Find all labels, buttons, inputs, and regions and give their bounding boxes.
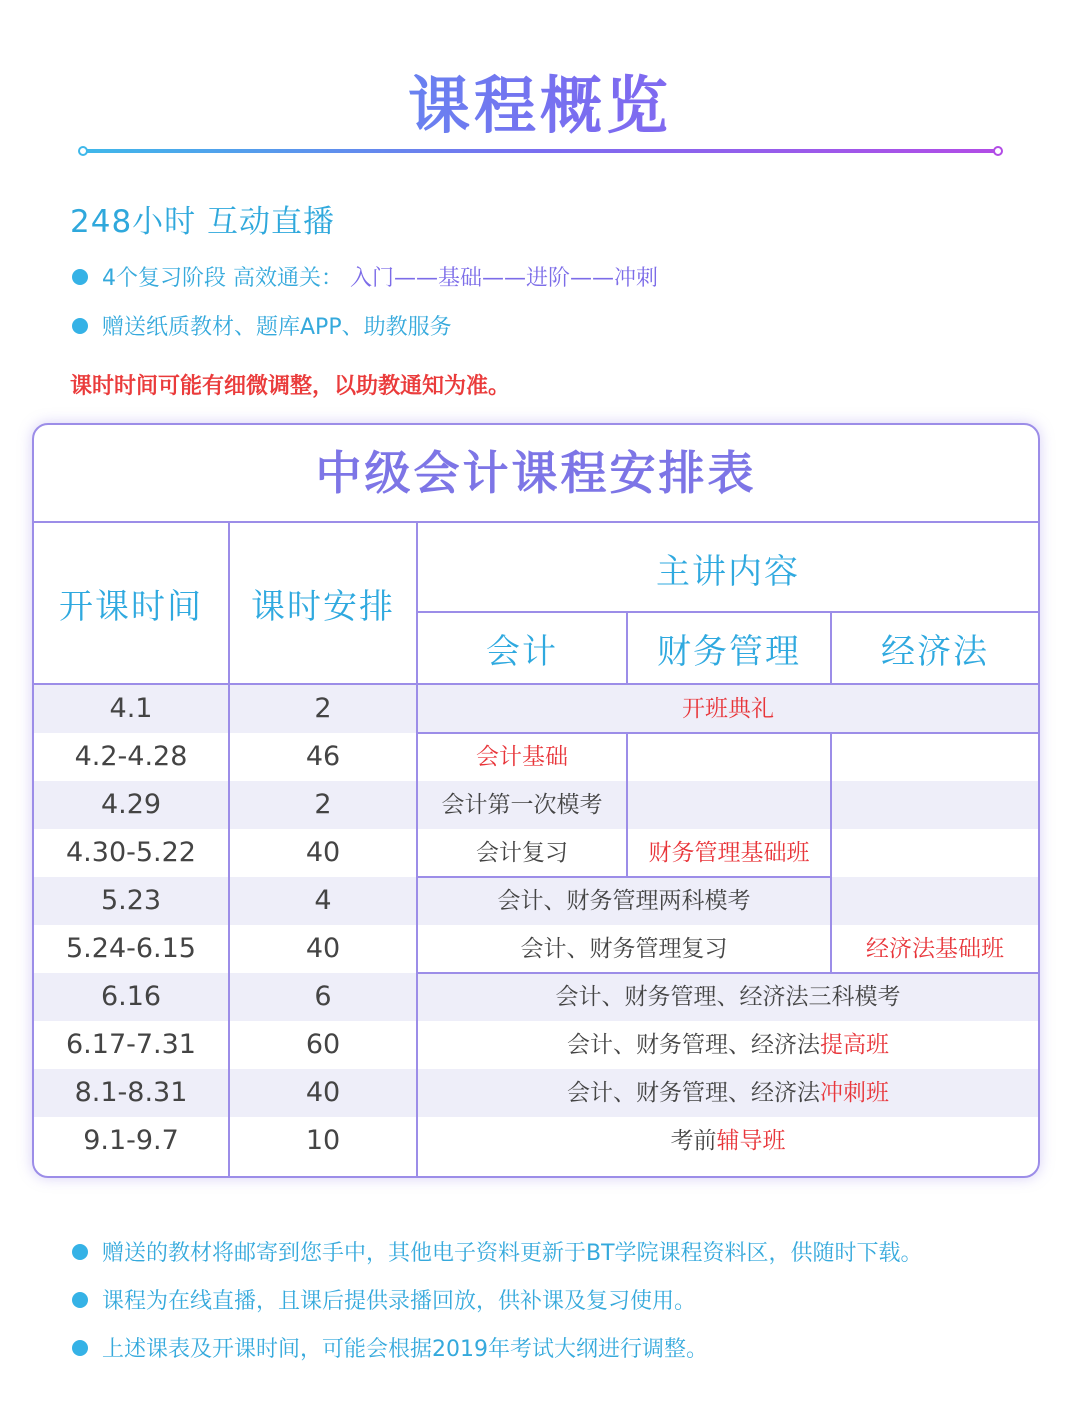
grid-line: [418, 732, 1038, 734]
grid-line: [418, 611, 1038, 613]
row-hours: 40: [305, 933, 341, 964]
bullet-dot-icon: [72, 269, 88, 285]
row-content: 开班典礼: [682, 696, 774, 722]
row-content-highlight: 辅导班: [716, 1128, 786, 1154]
row-content: 会计、财务管理复习: [520, 936, 728, 962]
row-content-prefix: 会计、财务管理、经济法: [567, 1032, 820, 1058]
bullet-dot-icon: [72, 318, 88, 334]
row-content-prefix: 考前: [670, 1128, 717, 1154]
bullet-dot-icon: [72, 1292, 88, 1308]
page-title: 课程概览: [0, 56, 1080, 145]
header-time: 开课时间: [59, 586, 203, 627]
grid-line: [626, 733, 628, 877]
subtitle: 248小时 互动直播: [70, 204, 336, 240]
divider-dot-right: [993, 146, 1003, 156]
header-hours: 课时安排: [251, 586, 395, 627]
header-accounting: 会计: [486, 631, 558, 672]
footer-bullet-live: [72, 1284, 696, 1315]
row-content: [418, 1021, 1038, 1069]
row-date: 4.30-5.22: [66, 837, 196, 868]
grid-line: [830, 613, 832, 683]
row-hours: 4: [314, 885, 332, 916]
stages-prefix: 4个复习阶段 高效通关：: [102, 266, 343, 291]
bullet-dot-icon: [72, 1340, 88, 1356]
footer-bullet-materials: [72, 1236, 923, 1267]
table-row: [34, 925, 1038, 973]
table-row: [34, 877, 1038, 925]
row-finance: 财务管理基础班: [648, 840, 810, 866]
row-hours: 40: [305, 1077, 341, 1108]
row-date: 6.16: [100, 981, 162, 1012]
row-accounting: 会计基础: [476, 744, 568, 770]
row-date: 5.23: [100, 885, 162, 916]
row-hours: 6: [314, 981, 332, 1012]
divider-dot-left: [78, 146, 88, 156]
schedule-title: 中级会计课程安排表: [34, 425, 1038, 523]
table-row: [34, 733, 1038, 781]
table-row: [34, 685, 1038, 733]
row-hours: 40: [305, 837, 341, 868]
intro-bullet-gifts: [72, 310, 452, 341]
table-row: [34, 1069, 1038, 1117]
row-content-highlight: 冲刺班: [820, 1080, 889, 1106]
grid-line: [418, 876, 830, 878]
row-content: [418, 1117, 1038, 1165]
footer-text: 赠送的教材将邮寄到您手中，其他电子资料更新于BT学院课程资料区，供随时下载。: [102, 1241, 923, 1266]
row-date: 4.2-4.28: [74, 741, 188, 772]
row-date: 9.1-9.7: [83, 1125, 179, 1156]
row-hours: 46: [305, 741, 341, 772]
grid-line: [418, 972, 1038, 974]
grid-line: [228, 523, 230, 1176]
grid-line: [416, 523, 418, 1176]
header-law: 经济法: [881, 631, 989, 672]
row-date: 5.24-6.15: [66, 933, 196, 964]
row-date: 4.29: [100, 789, 162, 820]
row-hours: 2: [314, 693, 332, 724]
row-date: 4.1: [109, 693, 153, 724]
grid-line: [34, 683, 1038, 685]
header-finance: 财务管理: [657, 631, 801, 672]
row-hours: 10: [305, 1125, 341, 1156]
table-row: [34, 781, 1038, 829]
bullet-dot-icon: [72, 1244, 88, 1260]
footer-text: 上述课表及开课时间，可能会根据2019年考试大纲进行调整。: [102, 1337, 708, 1362]
schedule-card: [32, 423, 1040, 1178]
stages-list: 入门——基础——进阶——冲刺: [350, 266, 659, 291]
title-divider: [84, 149, 997, 153]
row-content-prefix: 会计、财务管理、经济法: [567, 1080, 820, 1106]
row-content: 会计、财务管理、经济法三科模考: [555, 984, 901, 1010]
row-content: 会计、财务管理两科模考: [497, 888, 751, 914]
grid-line: [830, 733, 832, 973]
row-date: 6.17-7.31: [66, 1029, 196, 1060]
table-row: [34, 973, 1038, 1021]
footer-bullet-adjust: [72, 1332, 708, 1363]
intro-bullet-stages: [72, 261, 658, 292]
row-date: 8.1-8.31: [74, 1077, 188, 1108]
row-content-highlight: 提高班: [820, 1032, 889, 1058]
row-accounting: 会计复习: [476, 840, 568, 866]
row-hours: 60: [305, 1029, 341, 1060]
schedule-note: 课时时间可能有细微调整，以助教通知为准。: [70, 374, 511, 399]
header-content: 主讲内容: [656, 551, 800, 592]
row-law: 经济法基础班: [866, 936, 1004, 962]
row-hours: 2: [314, 789, 332, 820]
table-row: [34, 829, 1038, 877]
grid-line: [626, 613, 628, 683]
row-content: [418, 1069, 1038, 1117]
gifts-text: 赠送纸质教材、题库APP、助教服务: [102, 315, 452, 340]
table-row: [34, 1117, 1038, 1165]
row-accounting: 会计第一次模考: [441, 792, 603, 818]
footer-text: 课程为在线直播，且课后提供录播回放，供补课及复习使用。: [102, 1289, 697, 1314]
table-row: [34, 1021, 1038, 1069]
